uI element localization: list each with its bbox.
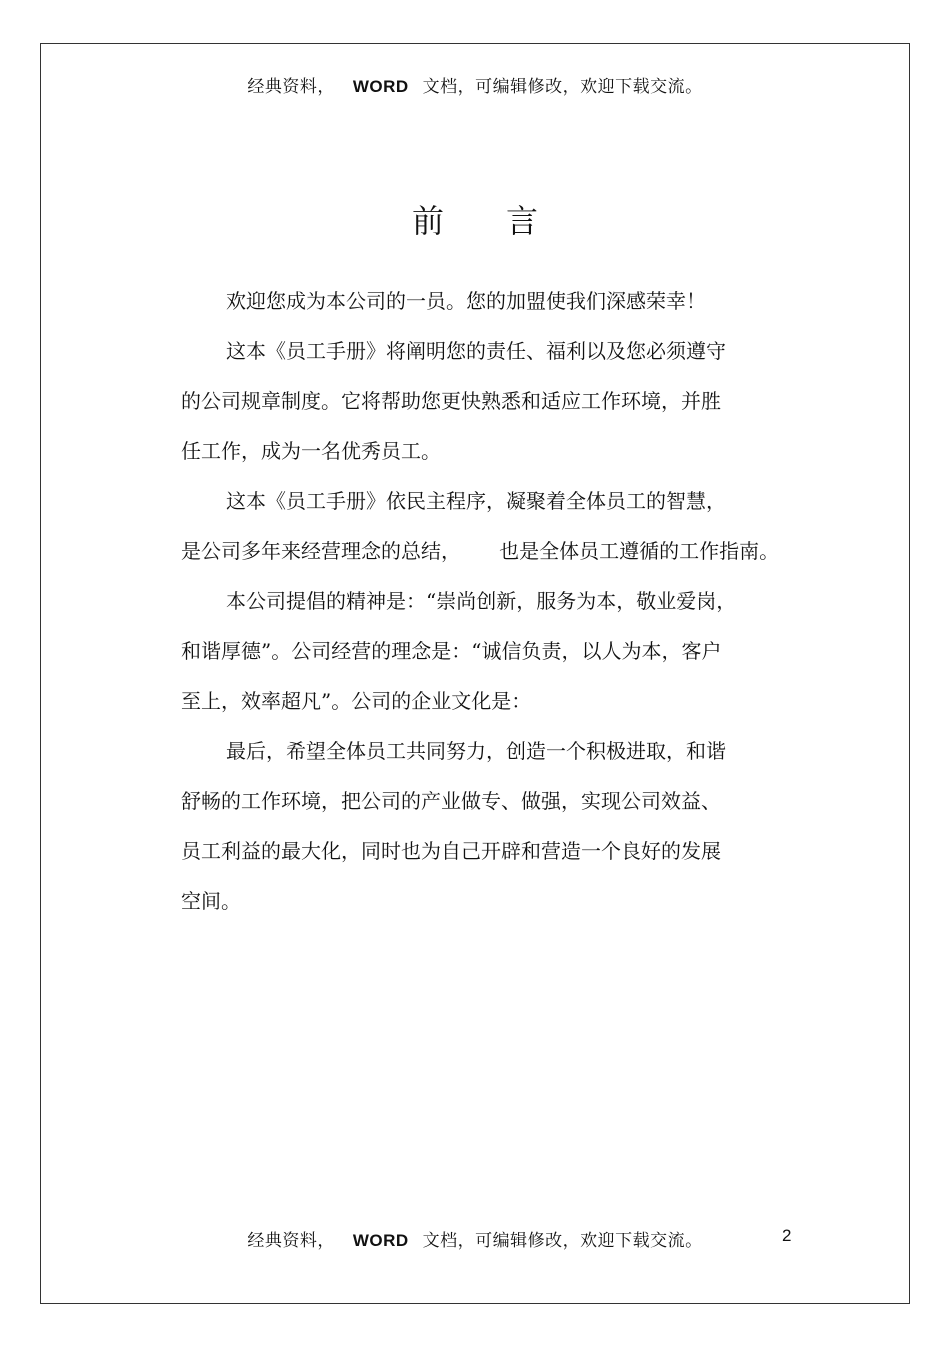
paragraph-5-line-3: 员工利益的最大化，同时也为自己开辟和营造一个良好的发展 [181,839,721,863]
paragraph-5-line-2: 舒畅的工作环境，把公司的产业做专、做强，实现公司效益、 [181,789,721,813]
paragraph-2-line-2: 的公司规章制度。它将帮助您更快熟悉和适应工作环境，并胜 [181,389,721,413]
footer-prefix: 经典资料， [247,1231,335,1251]
page-title [0,196,950,242]
paragraph-5-line-4: 空间。 [181,889,241,913]
header-suffix: 文档，可编辑修改，欢迎下载交流。 [422,77,703,97]
header-word-bold: WORD [352,77,409,96]
page-number: 2 [782,1226,792,1245]
footer-word-bold: WORD [352,1231,409,1250]
paragraph-4-line-3: 至上，效率超凡”。公司的企业文化是： [181,689,532,713]
body-text [181,276,781,926]
footer-suffix: 文档，可编辑修改，欢迎下载交流。 [422,1231,703,1251]
paragraph-2-line-3: 任工作，成为一名优秀员工。 [181,439,441,463]
title-char-1: 前 [411,202,444,240]
title-char-2: 言 [506,202,539,240]
paragraph-4-line-2: 和谐厚德”。公司经营的理念是：“诚信负责，以人为本，客户 [181,639,722,663]
page-footer [0,1226,950,1251]
paragraph-3-line-2a: 是公司多年来经营理念的总结， [181,539,461,563]
paragraph-2-line-1: 这本《员工手册》将阐明您的责任、福利以及您必须遵守 [226,339,726,363]
header-prefix: 经典资料， [247,77,335,97]
paragraph-3-line-1: 这本《员工手册》依民主程序，凝聚着全体员工的智慧， [226,489,726,513]
paragraph-4-line-1: 本公司提倡的精神是：“崇尚创新，服务为本，敬业爱岗， [226,589,737,613]
paragraph-3-line-2b: 也是全体员工遵循的工作指南。 [499,539,780,563]
paragraph-3-line-2 [181,526,781,576]
paragraph-5-line-1: 最后，希望全体员工共同努力，创造一个积极进取，和谐 [226,739,726,763]
paragraph-1: 欢迎您成为本公司的一员。您的加盟使我们深感荣幸！ [226,289,706,313]
page-header [0,72,950,97]
